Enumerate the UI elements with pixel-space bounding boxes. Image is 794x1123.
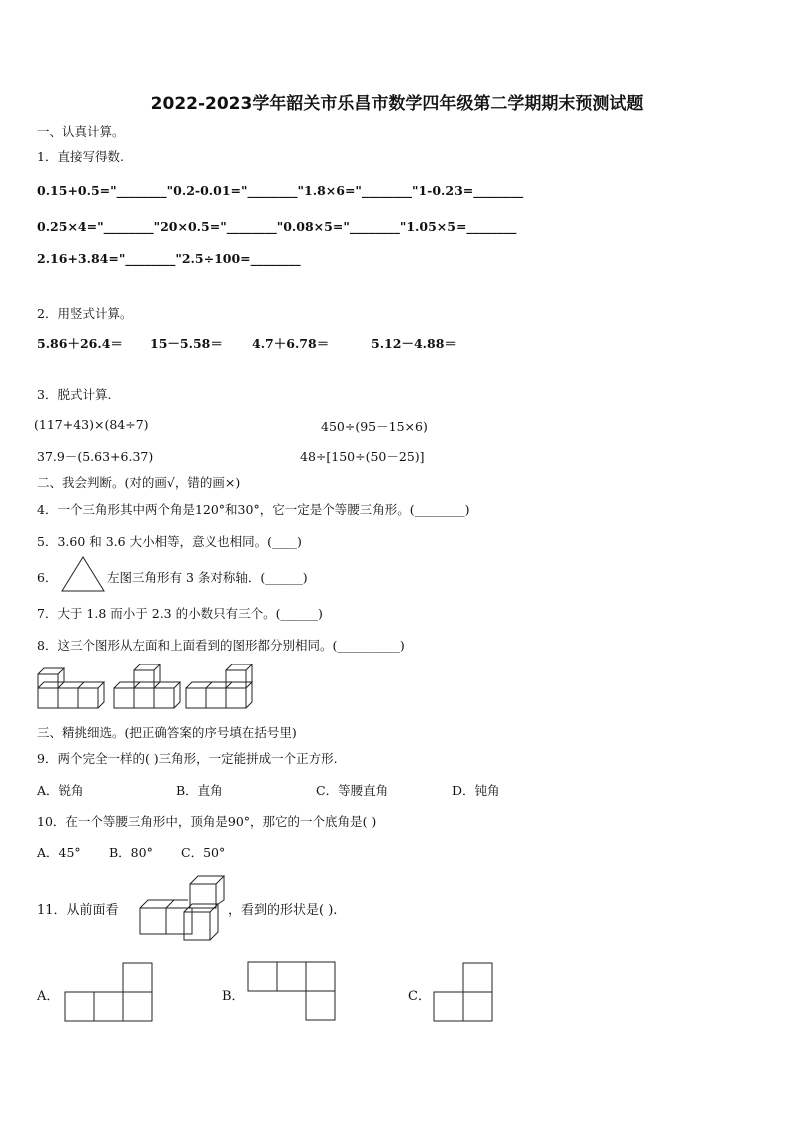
q1-heading: 1．直接写得数. bbox=[37, 149, 124, 164]
q6-text: 左图三角形有 3 条对称轴．(______) bbox=[107, 570, 308, 585]
q11-option-c-label: C． bbox=[408, 989, 431, 1004]
q2-item-1: 5.86＋26.4＝ bbox=[37, 336, 123, 351]
q11-prefix: 11．从前面看 bbox=[37, 903, 119, 918]
q11-option-a-shape bbox=[64, 960, 154, 1024]
q9-text: 9．两个完全一样的( )三角形，一定能拼成一个正方形. bbox=[37, 751, 338, 766]
q10-option-c: C．50° bbox=[181, 845, 226, 860]
q3-item-2: 450÷(95－15×6) bbox=[321, 419, 428, 434]
q11-solid-figure bbox=[138, 872, 230, 944]
q8-text: 8．这三个图形从左面和上面看到的图形都分别相同。(__________) bbox=[37, 638, 405, 653]
triangle-figure bbox=[60, 555, 106, 593]
q1-row-3: 2.16+3.84="________"2.5÷100=________ bbox=[37, 251, 301, 266]
q3-heading: 3．脱式计算. bbox=[37, 387, 112, 402]
q2-item-3: 4.7＋6.78＝ bbox=[252, 336, 330, 351]
q9-option-c: C．等腰直角 bbox=[316, 783, 389, 798]
q3-item-1: (117+43)×(84÷7) bbox=[34, 417, 149, 432]
q4-text: 4．一个三角形其中两个角是120°和30°，它一定是个等腰三角形。(________) bbox=[37, 502, 470, 517]
q5-text: 5．3.60 和 3.6 大小相等，意义也相同。(____) bbox=[37, 534, 302, 549]
q1-row-1: 0.15+0.5="________"0.2-0.01="________"1.8×6="________"1-0.23=________ bbox=[37, 183, 524, 198]
q6-number: 6． bbox=[37, 570, 58, 585]
q8-cube-figure-2 bbox=[112, 664, 184, 712]
q9-option-a: A．锐角 bbox=[37, 783, 84, 798]
section-2-heading: 二、我会判断。(对的画√，错的画×) bbox=[37, 475, 241, 490]
q11-option-a-label: A． bbox=[37, 989, 60, 1004]
q1-row-2: 0.25×4="________"20×0.5="________"0.08×5="________"1.05×5=________ bbox=[37, 219, 517, 234]
q7-text: 7．大于 1.8 而小于 2.3 的小数只有三个。(______) bbox=[37, 606, 323, 621]
q10-option-a: A．45° bbox=[37, 845, 81, 860]
q8-cube-figure-3 bbox=[184, 664, 256, 712]
q3-item-4: 48÷[150÷(50－25)] bbox=[300, 449, 425, 464]
section-1-heading: 一、认真计算。 bbox=[37, 124, 125, 139]
q3-item-3: 37.9－(5.63+6.37) bbox=[37, 449, 154, 464]
q9-option-b: B．直角 bbox=[176, 783, 223, 798]
q8-cube-figure-1 bbox=[36, 664, 108, 712]
q11-option-b-label: B． bbox=[222, 989, 245, 1004]
q11-option-c-shape bbox=[432, 960, 496, 1024]
page-title: 2022-2023学年韶关市乐昌市数学四年级第二学期期末预测试题 bbox=[150, 94, 644, 114]
q2-item-2: 15－5.58＝ bbox=[150, 336, 223, 351]
q10-option-b: B．80° bbox=[109, 845, 153, 860]
q11-suffix: ，看到的形状是( ). bbox=[228, 903, 338, 918]
q10-text: 10．在一个等腰三角形中，顶角是90°，那它的一个底角是( ) bbox=[37, 814, 377, 829]
q2-heading: 2．用竖式计算。 bbox=[37, 306, 133, 321]
section-3-heading: 三、精挑细选。(把正确答案的序号填在括号里) bbox=[37, 725, 297, 740]
q2-item-4: 5.12－4.88＝ bbox=[371, 336, 457, 351]
q11-option-b-shape bbox=[246, 960, 338, 1024]
q9-option-d: D．钝角 bbox=[452, 783, 500, 798]
